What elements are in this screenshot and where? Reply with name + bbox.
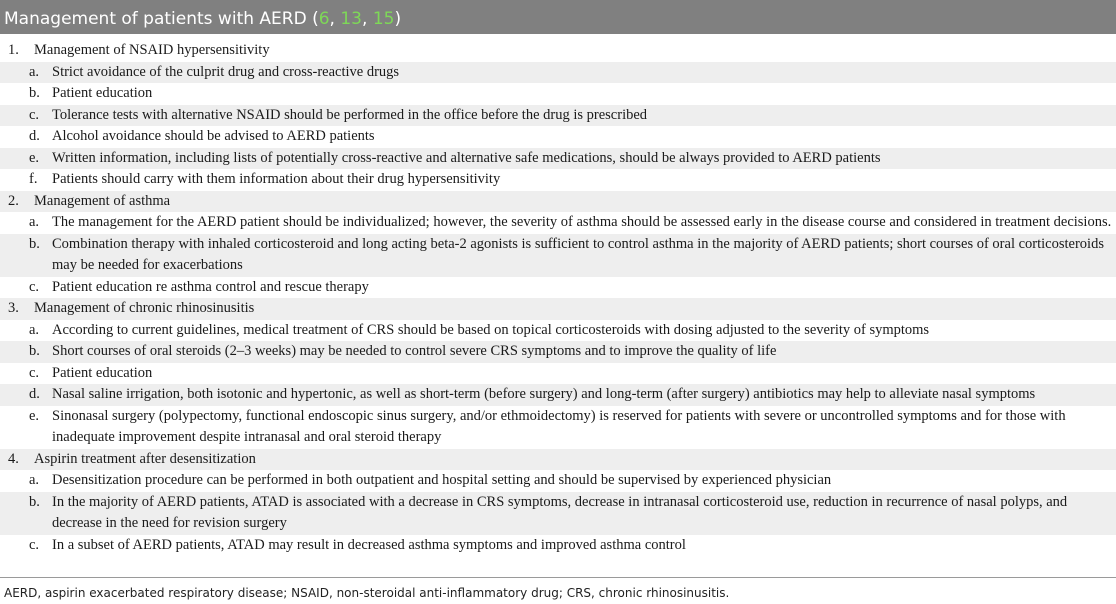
item-text: According to current guidelines, medical treatment of CRS should be based on topical corticosteroids with dosing adjusted to the severity of symptoms <box>52 321 930 338</box>
item-letter: f. <box>29 171 38 187</box>
section-number: 2. <box>8 192 19 209</box>
item-letter: b. <box>29 85 40 101</box>
item-text: Patient education <box>52 85 153 101</box>
item-letter: a. <box>29 321 40 338</box>
section-heading: Management of NSAID hypersensitivity <box>34 42 270 58</box>
item-text: Written information, including lists of potentially cross-reactive and alternative safe medications, should be always provided to AERD patients <box>52 149 881 166</box>
item-letter: a. <box>29 472 40 488</box>
list-item <box>0 535 1116 557</box>
item-text: Nasal saline irrigation, both isotonic and hypertonic, as well as short-term (before surgery) and long-term (after surgery) antibiotics may help to alleviate nasal symptoms <box>52 386 1036 402</box>
item-text: Combination therapy with inhaled corticosteroid and long acting beta-2 agonists is sufficient to control asthma in the majority of AERD patients; short courses of oral corticosteroids may be needed for exacerbations <box>52 235 1104 273</box>
list-item <box>0 212 1116 234</box>
item-text: In the majority of AERD patients, ATAD is associated with a decrease in CRS symptoms, decrease in intranasal corticosteroid use, reduction in recurrence of nasal polyps, and decrease in the need for revision surgery <box>52 493 1068 531</box>
table-body <box>0 34 1116 556</box>
section-heading-row <box>0 449 1116 471</box>
section-number: 1. <box>8 42 19 58</box>
list-item <box>0 148 1116 170</box>
section-heading: Management of chronic rhinosinusitis <box>34 300 255 316</box>
list-item <box>0 126 1116 148</box>
item-letter: c. <box>29 278 40 295</box>
section-heading: Management of asthma <box>34 192 171 209</box>
item-text: The management for the AERD patient should be individualized; however, the severity of asthma should be assessed early in the disease course and considered in treatment decisions. <box>52 214 1112 230</box>
list-item <box>0 406 1116 449</box>
item-text: Patient education re asthma control and rescue therapy <box>52 278 369 295</box>
list-item <box>0 492 1116 535</box>
item-letter: b. <box>29 235 40 252</box>
list-item <box>0 169 1116 191</box>
citation-link-13[interactable]: 13 <box>340 9 362 29</box>
item-text: Patient education <box>52 364 153 381</box>
section-number: 4. <box>8 450 19 467</box>
table-footnote: AERD, aspirin exacerbated respiratory disease; NSAID, non-steroidal anti-inflammatory drug; CRS, chronic rhinosinusitis. <box>4 586 730 600</box>
item-letter: b. <box>29 493 40 510</box>
item-letter: d. <box>29 128 40 144</box>
table-title: Management of patients with AERD ( <box>4 9 319 29</box>
item-text: In a subset of AERD patients, ATAD may result in decreased asthma symptoms and improved asthma control <box>52 536 686 553</box>
list-item <box>0 384 1116 406</box>
item-text: Desensitization procedure can be performed in both outpatient and hospital setting and should be supervised by experienced physician <box>52 472 832 488</box>
citation-separator: , <box>329 9 341 29</box>
item-letter: c. <box>29 364 40 381</box>
item-text: Patients should carry with them information about their drug hypersensitivity <box>52 171 501 187</box>
item-letter: a. <box>29 63 40 80</box>
list-item <box>0 277 1116 299</box>
item-letter: c. <box>29 536 40 553</box>
list-item <box>0 341 1116 363</box>
item-text: Sinonasal surgery (polypectomy, functional endoscopic sinus surgery, and/or ethmoidectomy) is reserved for patients with severe or uncontrolled symptoms and for those with inadequate improvement despite intranasal and oral steroid therapy <box>52 407 1066 445</box>
item-letter: a. <box>29 214 40 230</box>
list-item <box>0 470 1116 492</box>
section-heading: Aspirin treatment after desensitization <box>34 450 256 467</box>
list-item <box>0 105 1116 127</box>
item-text: Short courses of oral steroids (2–3 weeks) may be needed to control severe CRS symptoms and to improve the quality of life <box>52 343 777 359</box>
list-item <box>0 234 1116 277</box>
list-item <box>0 320 1116 342</box>
citation-separator: , <box>362 9 373 29</box>
item-letter: d. <box>29 386 40 402</box>
citation-link-15[interactable]: 15 <box>372 9 395 29</box>
list-item <box>0 83 1116 105</box>
section-heading-row <box>0 40 1116 62</box>
list-item <box>0 363 1116 385</box>
list-item <box>0 62 1116 84</box>
item-text: Alcohol avoidance should be advised to AERD patients <box>52 128 375 144</box>
item-letter: e. <box>29 407 40 424</box>
item-letter: c. <box>29 106 40 123</box>
table-title-close: ) <box>394 9 402 29</box>
item-text: Tolerance tests with alternative NSAID should be performed in the office before the drug is prescribed <box>52 106 648 123</box>
section-heading-row <box>0 298 1116 320</box>
section-heading-row <box>0 191 1116 213</box>
table-header <box>0 0 1116 34</box>
item-text: Strict avoidance of the culprit drug and cross-reactive drugs <box>52 63 400 80</box>
item-letter: e. <box>29 149 40 166</box>
citation-link-6[interactable]: 6 <box>318 9 330 29</box>
item-letter: b. <box>29 343 40 359</box>
section-number: 3. <box>8 300 19 316</box>
